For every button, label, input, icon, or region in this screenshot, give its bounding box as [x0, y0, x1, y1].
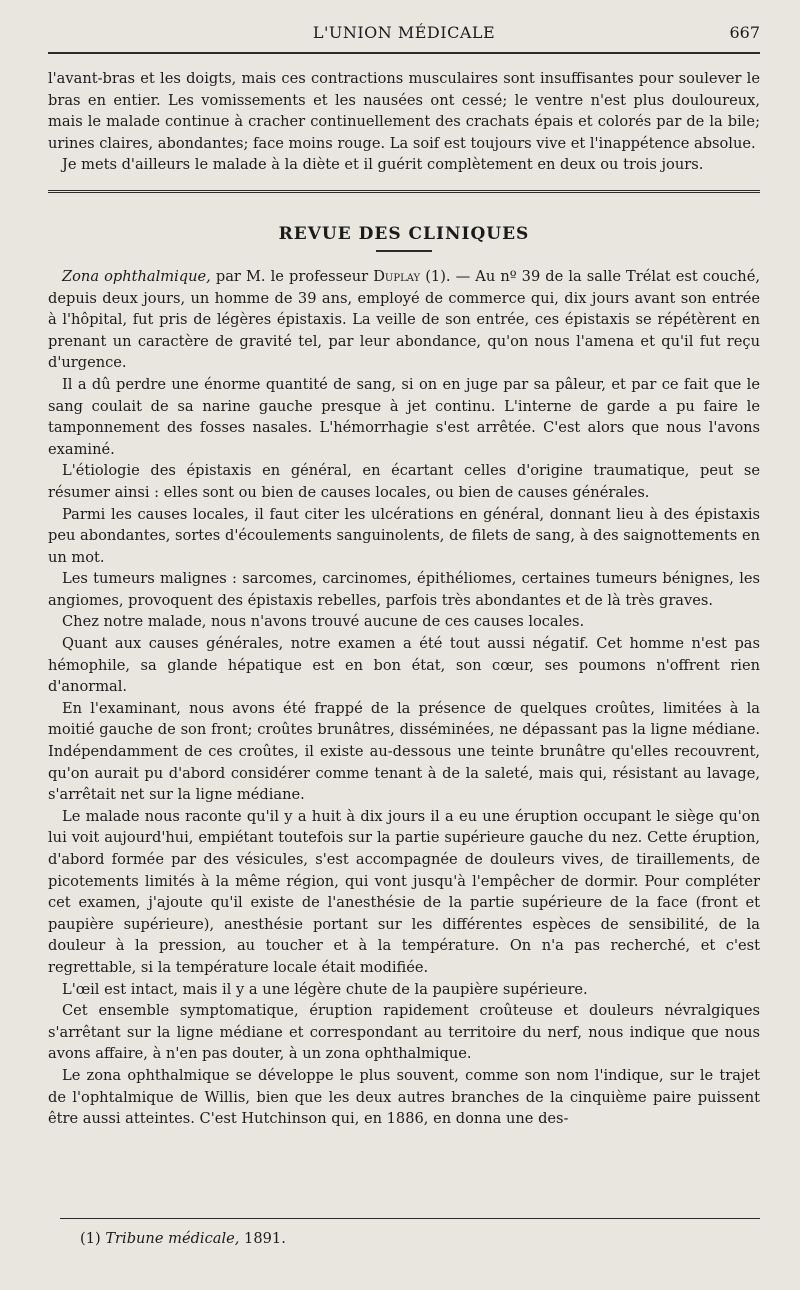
paragraph: Parmi les causes locales, il faut citer les ulcérations en général, donnant lieu à des épistaxis peu abondantes, sortes d'écoulements sanguinolents, de filets de sang, à des saignottements en un mot.	[48, 505, 760, 566]
header-rule	[48, 52, 760, 54]
intro-text: (1). — Au nº 39 de la salle Trélat est couché, depuis deux jours, un homme de 39 ans, employé de commerce qui, dix jours avant son entrée à l'hôpital, fut pris de légères épistaxis. La veille de son entrée, ces épistaxis se répétèrent en prenant un caractère de gravité tel, par leur abondance, qu'on nous l'amena et qu'il fut reçu d'urgence.	[48, 267, 760, 372]
page-header	[48, 0, 760, 52]
page-number: 667	[729, 23, 760, 42]
intro-paragraph	[48, 266, 760, 374]
footnote	[80, 1230, 286, 1247]
footnote-source: Tribune médicale,	[105, 1230, 240, 1247]
paragraph: Chez notre malade, nous n'avons trouvé aucune de ces causes locales.	[62, 613, 585, 631]
title-underline	[376, 250, 432, 252]
footnote-marker: (1)	[80, 1230, 106, 1247]
paragraph: Le malade nous raconte qu'il y a huit à dix jours il a eu une éruption occupant le siège qu'on lui voit aujourd'hui, empiétant toutefois sur la partie supérieure gauche du nez. Cette éruption, d'abord formée par des vésicules, s'est accompagnée de douleurs vives, de tiraillements, de picotements limités à la même région, qui vont jusqu'à l'empêcher de dormir. Pour compléter cet examen, j'ajoute qu'il existe de l'anesthésie de la partie supérieure de la face (front et paupière supérieure), anesthésie portant sur les différentes espèces de sensibilité, de la douleur à la pression, au toucher et à la température. On n'a pas recherché, et c'est regrettable, si la température locale était modifiée.	[48, 807, 760, 976]
paragraph: L'étiologie des épistaxis en général, en écartant celles d'origine traumatique, peut se résumer ainsi : elles sont ou bien de causes locales, ou bien de causes générales.	[48, 462, 760, 501]
paragraph: l'avant-bras et les doigts, mais ces contractions musculaires sont insuffisantes pour soulever le bras en entier. Les vomissements et les nausées ont cessé; le ventre n'est plus douloureux, mais le malade continue à cracher continuellement des crachats épais et colorés par de la bile; urines claires, abondantes; face moins rouge. La soif est toujours vive et l'inappétence absolue.	[48, 70, 760, 152]
author-name: Duplay	[373, 267, 421, 285]
top-text	[48, 68, 760, 176]
footnote-year: 1891.	[239, 1230, 286, 1247]
paragraph: Les tumeurs malignes : sarcomes, carcinomes, épithéliomes, certaines tumeurs bénignes, les angiomes, provoquent des épistaxis rebelles, parfois très abondantes et de là très graves.	[48, 570, 760, 609]
section-divider	[48, 190, 760, 196]
section-title: REVUE DES CLINIQUES	[278, 223, 530, 244]
paragraph: Quant aux causes générales, notre examen a été tout aussi négatif. Cet homme n'est pas hémophile, sa glande hépatique est en bon état, son cœur, ses poumons n'offrent rien d'anormal.	[48, 635, 760, 696]
intro-by: par M. le professeur	[210, 267, 374, 285]
paragraph: Je mets d'ailleurs le malade à la diète et il guérit complètement en deux ou trois jours.	[62, 156, 704, 174]
paragraph: L'œil est intact, mais il y a une légère chute de la paupière supérieure.	[62, 980, 588, 998]
section-body	[48, 266, 760, 1130]
paragraph: En l'examinant, nous avons été frappé de la présence de quelques croûtes, limitées à la moitié gauche de son front; croûtes brunâtres, disséminées, ne dépassant pas la ligne médiane. Indépendamment de ces croûtes, il existe au-dessous une teinte brunâtre qu'elles recouvrent, qu'on aurait pu d'abord considérer comme tenant à de la saleté, mais qui, résistant au lavage, s'arrêtait net sur la ligne médiane.	[48, 699, 760, 804]
footnote-rule	[60, 1218, 760, 1219]
article-title: Zona ophthalmique,	[62, 267, 211, 285]
paragraph: Cet ensemble symptomatique, éruption rapidement croûteuse et douleurs névralgiques s'arrêtant sur la ligne médiane et correspondant au territoire du nerf, nous indique que nous avons affaire, à n'en pas douter, à un zona ophthalmique.	[48, 1002, 760, 1063]
paragraph: Il a dû perdre une énorme quantité de sang, si on en juge par sa pâleur, et par ce fait que le sang coulait de sa narine gauche presque à jet continu. L'interne de garde a pu faire le tamponnement des fosses nasales. L'hémorrhagie s'est arrêtée. C'est alors que nous l'avons examiné.	[48, 375, 760, 458]
paragraph: Le zona ophthalmique se développe le plus souvent, comme son nom l'indique, sur le trajet de l'ophtalmique de Willis, bien que les deux autres branches de la cinquième paire puissent être aussi atteintes. C'est Hutchinson qui, en 1886, en donna une des-	[48, 1066, 760, 1128]
running-title: L'UNION MÉDICALE	[312, 23, 496, 42]
